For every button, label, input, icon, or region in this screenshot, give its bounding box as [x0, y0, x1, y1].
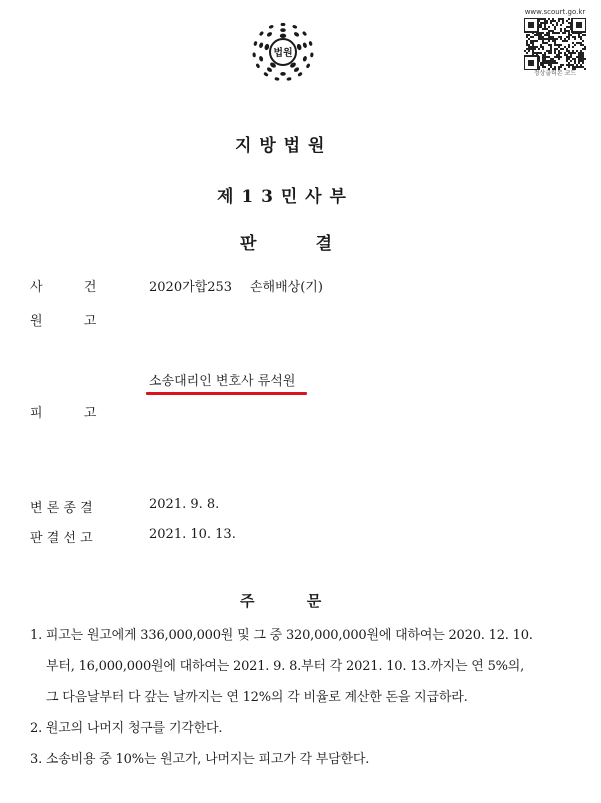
- document-type: 판 결: [240, 234, 333, 254]
- court-division: 제 1 3 민 사 부: [217, 187, 347, 207]
- qr-caption: 정상출력본 코드: [533, 70, 577, 77]
- defendant-label: 피 고: [30, 406, 97, 421]
- qr-site-url: www.scourt.go.kr: [524, 8, 586, 16]
- plaintiff-representative: 소송대리인 변호사 류석원: [149, 374, 296, 389]
- ruling-item-1-line-2: 부터, 16,000,000원에 대하여는 2021. 9. 8.부터 각 2021. 10. 13.까지는 연 5%의,: [46, 659, 525, 674]
- ruling-item-2: 2. 원고의 나머지 청구를 기각한다.: [30, 721, 223, 736]
- qr-code-icon: [524, 18, 586, 70]
- closing-label: 변 론 종 결: [30, 501, 93, 516]
- emblem-text: 법원: [273, 48, 293, 59]
- case-number: 2020가합253: [149, 280, 233, 295]
- ruling-item-3: 3. 소송비용 중 10%는 원고가, 나머지는 피고가 각 부담한다.: [30, 752, 370, 767]
- closing-date: 2021. 9. 8.: [149, 497, 220, 512]
- ruling-date-label: 판 결 선 고: [30, 531, 93, 546]
- ruling-item-1-line-3: 그 다음날부터 다 갚는 날까지는 연 12%의 각 비율로 계산한 돈을 지급하라.: [46, 690, 468, 705]
- court-name: 지 방 법 원: [235, 136, 326, 156]
- ruling-title: 주 문: [240, 592, 322, 610]
- court-emblem-icon: [244, 14, 322, 88]
- red-underline: [146, 392, 307, 395]
- ruling-item-1-line-1: 1. 피고는 원고에게 336,000,000원 및 그 중 320,000,000원에 대하여는 2020. 12. 10.: [30, 628, 533, 643]
- plaintiff-label: 원 고: [30, 314, 97, 329]
- ruling-date: 2021. 10. 13.: [149, 527, 236, 542]
- case-label: 사 건: [30, 280, 97, 295]
- case-name: 손해배상(기): [250, 280, 323, 295]
